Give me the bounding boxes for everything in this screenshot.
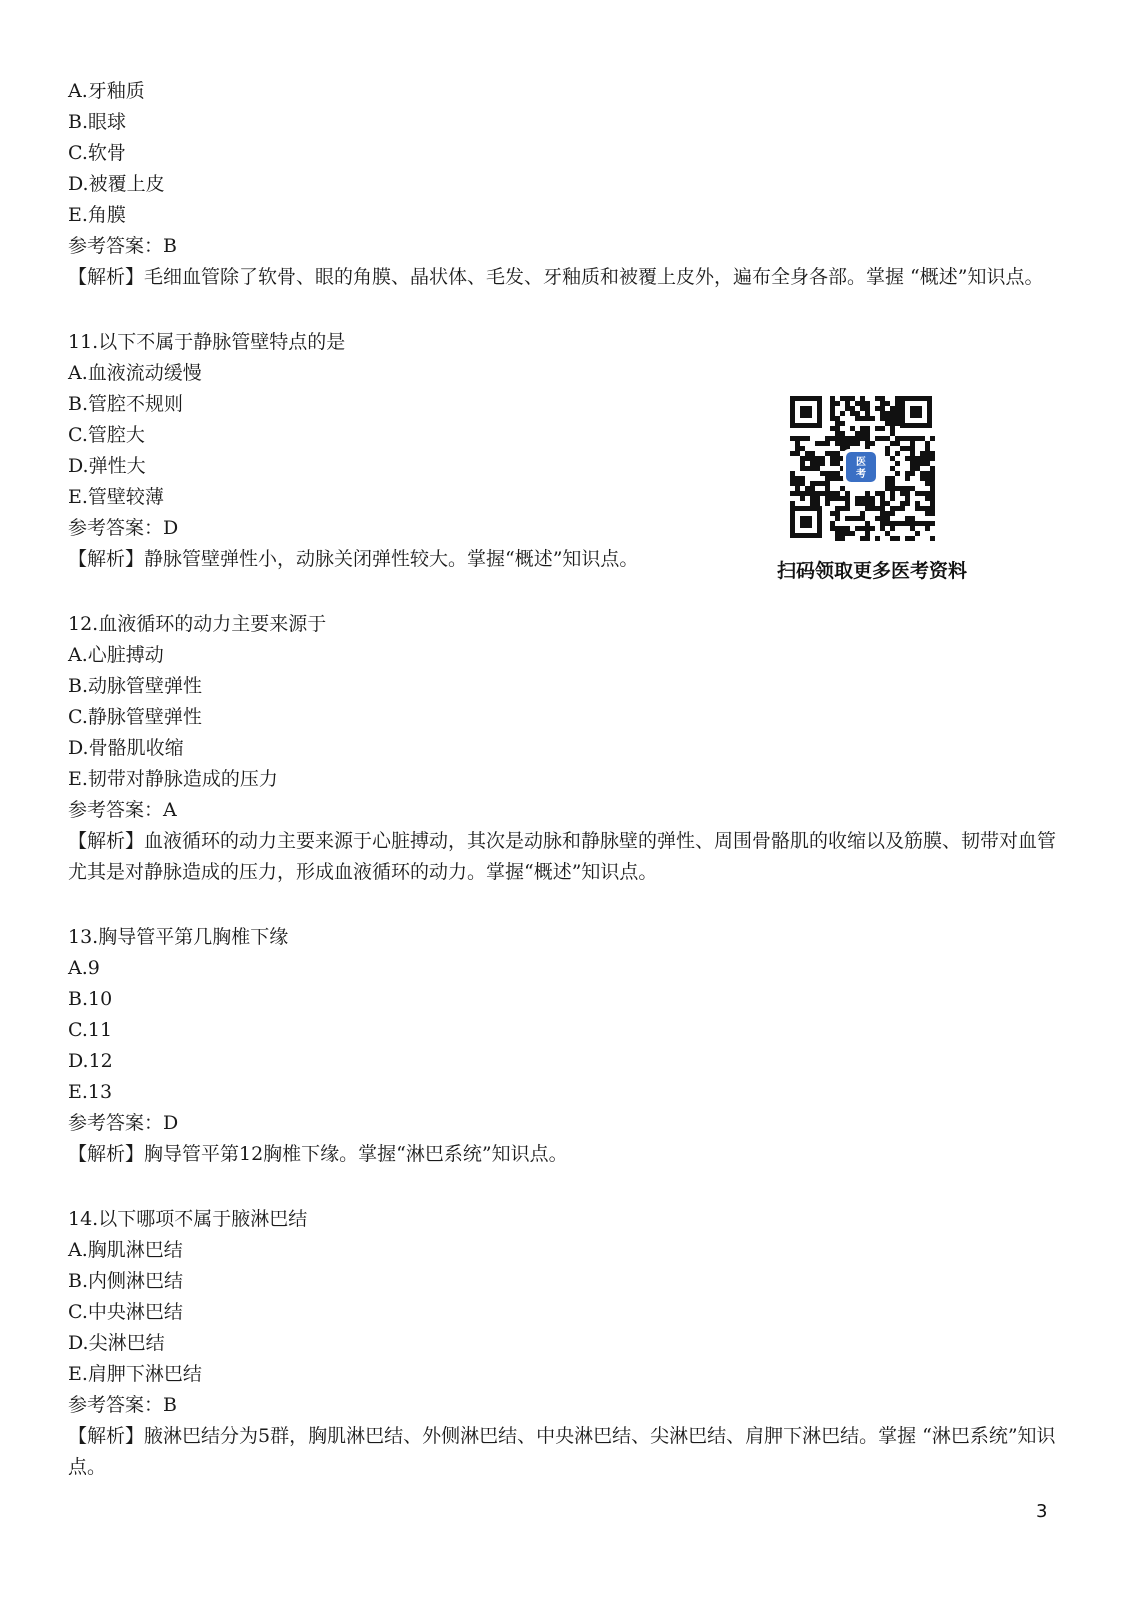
reference-answer: 参考答案：D [68, 1112, 179, 1134]
option-b: B.管腔不规则 [68, 393, 184, 415]
option-e: E.韧带对静脉造成的压力 [68, 768, 278, 790]
question-stem: 14.以下哪项不属于腋淋巴结 [68, 1208, 308, 1230]
analysis: 【解析】静脉管壁弹性小，动脉关闭弹性较大。掌握“概述”知识点。 [68, 548, 639, 570]
option-b: B.内侧淋巴结 [68, 1270, 184, 1292]
option-a: A.胸肌淋巴结 [68, 1239, 183, 1261]
reference-answer: 参考答案：B [68, 235, 177, 257]
analysis: 【解析】毛细血管除了软骨、眼的角膜、晶状体、毛发、牙釉质和被覆上皮外，遍布全身各部。掌握 “概述”知识点。 [68, 266, 1044, 288]
question-block-14 [68, 1204, 1058, 1483]
option-b: B.10 [68, 988, 113, 1010]
option-a: A.心脏搏动 [68, 644, 164, 666]
option-e: E.管壁较薄 [68, 486, 164, 508]
option-d: D.尖淋巴结 [68, 1332, 165, 1354]
option-c: C.软骨 [68, 142, 126, 164]
option-c: C.静脉管壁弹性 [68, 706, 202, 728]
option-d: D.12 [68, 1050, 113, 1072]
question-list [68, 76, 1058, 1517]
option-a: A.9 [68, 957, 100, 979]
option-e: E.13 [68, 1081, 113, 1103]
analysis: 【解析】血液循环的动力主要来源于心脏搏动，其次是动脉和静脉壁的弹性、周围骨骼肌的收缩以及筋膜、韧带对血管尤其是对静脉造成的压力，形成血液循环的动力。掌握“概述”知识点。 [68, 830, 1057, 883]
qr-logo-text-top: 医 [856, 457, 866, 468]
reference-answer: 参考答案：B [68, 1394, 177, 1416]
option-b: B.动脉管壁弹性 [68, 675, 203, 697]
option-a: A.牙釉质 [68, 80, 145, 102]
qr-logo-text-bottom: 考 [856, 469, 866, 480]
question-stem: 12.血液循环的动力主要来源于 [68, 613, 327, 635]
reference-answer: 参考答案：A [68, 799, 177, 821]
question-stem: 11.以下不属于静脉管壁特点的是 [68, 331, 346, 353]
option-c: C.中央淋巴结 [68, 1301, 183, 1323]
option-b: B.眼球 [68, 111, 127, 133]
option-d: D.被覆上皮 [68, 173, 165, 195]
option-c: C.11 [68, 1019, 113, 1041]
question-block-10 [68, 76, 1058, 293]
reference-answer: 参考答案：D [68, 517, 179, 539]
question-stem: 13.胸导管平第几胸椎下缘 [68, 926, 289, 948]
page-number: 3 [1036, 1501, 1048, 1522]
option-e: E.肩胛下淋巴结 [68, 1363, 202, 1385]
option-d: D.骨骼肌收缩 [68, 737, 184, 759]
analysis: 【解析】胸导管平第12胸椎下缘。掌握“淋巴系统”知识点。 [68, 1143, 568, 1165]
qr-caption: 扫码领取更多医考资料 [776, 560, 967, 582]
option-c: C.管腔大 [68, 424, 145, 446]
qr-code-image[interactable] [786, 392, 936, 542]
option-a: A.血液流动缓慢 [68, 362, 202, 384]
question-block-12 [68, 609, 1058, 888]
option-e: E.角膜 [68, 204, 126, 226]
question-block-13 [68, 922, 1058, 1170]
analysis: 【解析】腋淋巴结分为5群，胸肌淋巴结、外侧淋巴结、中央淋巴结、尖淋巴结、肩胛下淋巴结。掌握 “淋巴系统”知识点。 [68, 1425, 1056, 1478]
option-d: D.弹性大 [68, 455, 146, 477]
